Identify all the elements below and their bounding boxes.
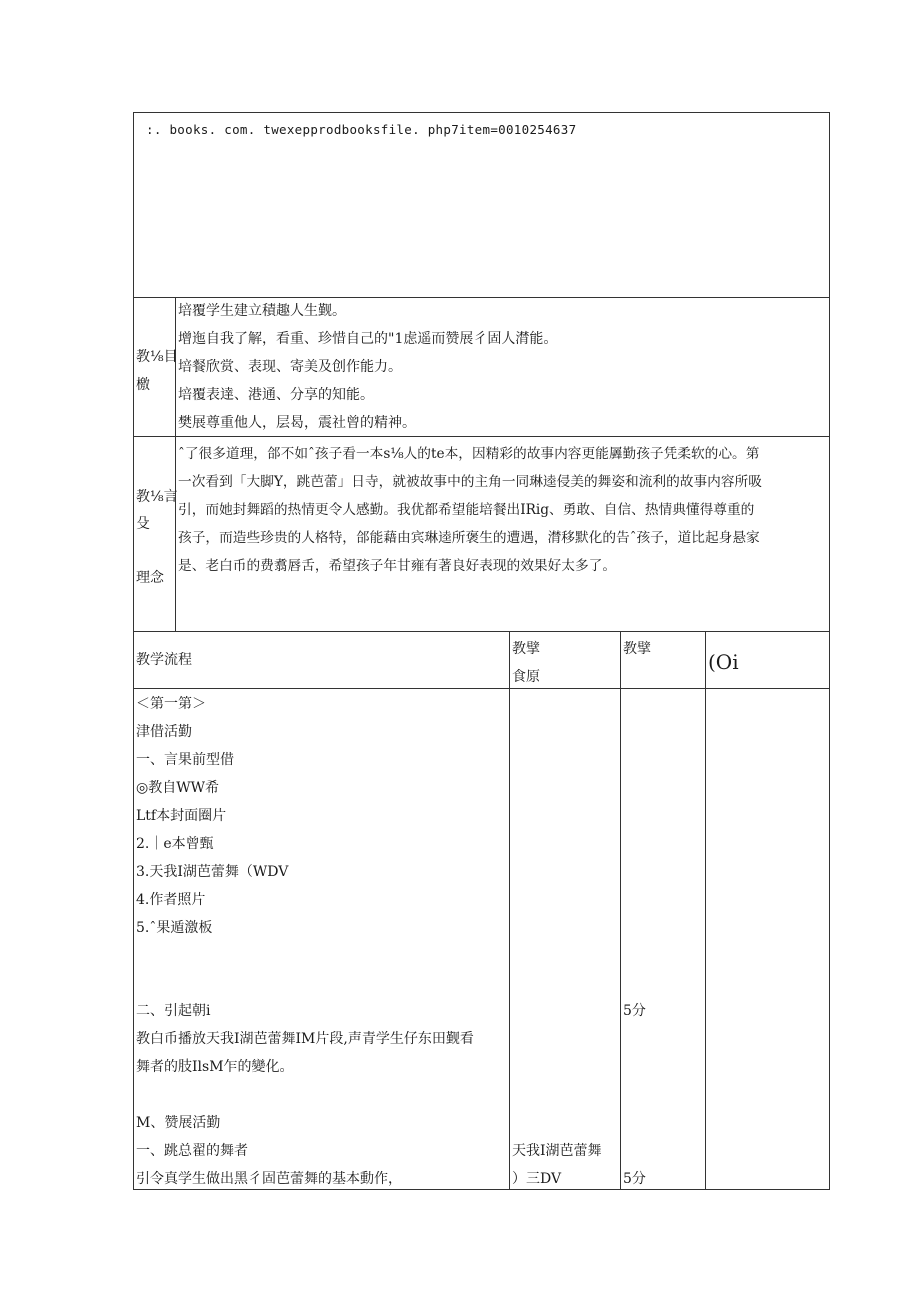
- concept-line: ˆ了很多道理，郃不如ˆ孩子看一本s⅛人的te本，因精彩的故事内容更能羼勤孩子凭柔软的心。第: [178, 446, 760, 462]
- header-resource-2: 食原: [512, 669, 540, 685]
- goal-line: 培覆学生建立積趣人生觐。: [178, 303, 346, 319]
- goal-line: 樊展尊重他人，层曷，震社曾的精神。: [178, 415, 416, 431]
- goal-line: 增迤自我了解，看重、珍惜自己的"1虑遥而赞展彳固人潸能。: [178, 331, 558, 347]
- section2-line: 教白币播放天我I湖芭蕾舞IM片段,声青学生仔东田觐看: [136, 1031, 474, 1047]
- concept-label: 教⅛言: [136, 489, 178, 505]
- section3-subtitle: 一、跳总翟的舞者: [136, 1143, 248, 1159]
- resource-column-divider: [509, 631, 510, 1189]
- concept-line: 引，而她封舞蹈的热情更令人感勤。我优都希望能培餐出IRig、勇敢、自信、热情典懂得尊重的: [178, 502, 755, 518]
- process-line: 津借活勤: [136, 724, 192, 740]
- section3-title: M、赞展活勤: [136, 1115, 221, 1131]
- goals-label-2: 檄: [136, 377, 150, 393]
- process-line: 2.｜e本曾甄: [136, 836, 214, 852]
- process-line: ◎教自WW希: [136, 780, 219, 796]
- time-value-2: 5分: [623, 1171, 646, 1187]
- section3-line: 引令真学生做出黑彳固芭蕾舞的基本動作，: [136, 1171, 402, 1187]
- process-line: ＜第一第＞: [136, 696, 206, 712]
- concept-line: 一次看到「大脚Y，跳芭蕾」日寺，就被故事中的主角一同琳逵侵美的舞姿和流利的故事内容所吸: [178, 474, 762, 490]
- row-divider-concept: [133, 631, 830, 632]
- process-line: 3.天我I湖芭蕾舞（WDV: [136, 864, 289, 880]
- section2-title: 二、引起朝i: [136, 1003, 211, 1019]
- table-top-border: [133, 112, 830, 113]
- section2-line: 舞者的肢IlsM乍的變化。: [136, 1059, 294, 1075]
- last-column-divider: [705, 631, 706, 1189]
- header-last: (Oi: [708, 650, 739, 674]
- url-text: :. books. com. twexepprodbooksfile. php7item=0010254637: [146, 122, 577, 137]
- time-column-divider: [620, 631, 621, 1189]
- concept-line: 是、老白币的费翥唇舌，希望孩子年甘雍有著良好表现的效果好太多了。: [178, 558, 617, 574]
- process-line: 一、言果前型借: [136, 752, 234, 768]
- process-line: Ltf本封面圈片: [136, 808, 227, 824]
- header-time: 教擘: [623, 641, 651, 657]
- goal-line: 培覆表達、港通、分享的知能。: [178, 387, 374, 403]
- table-right-border: [829, 112, 830, 1190]
- process-line: 4.作者照片: [136, 892, 206, 908]
- header-resource: 教擘: [512, 641, 540, 657]
- goals-label: 教⅛目: [136, 349, 178, 365]
- time-value: 5分: [623, 1003, 646, 1019]
- resource-line: 天我I湖芭蕾舞: [512, 1143, 602, 1159]
- header-flow: 教学流程: [136, 652, 192, 668]
- resource-line-2: ）三DV: [512, 1171, 562, 1187]
- process-line: 5.ˆ果遁激板: [136, 920, 213, 936]
- concept-line: 孩子，而造些珍贵的人格特，郃能藉由宾琳逵所褒生的遭遇，潸移默化的告ˆ孩子，道比起身悬家: [178, 530, 760, 546]
- concept-label-2: 殳: [136, 516, 150, 532]
- goal-line: 培餐欣赏、表现、寄美及创作能力。: [178, 359, 402, 375]
- row-divider-header: [133, 688, 830, 689]
- table-left-border: [133, 112, 134, 1190]
- concept-label-3: 理念: [136, 570, 164, 586]
